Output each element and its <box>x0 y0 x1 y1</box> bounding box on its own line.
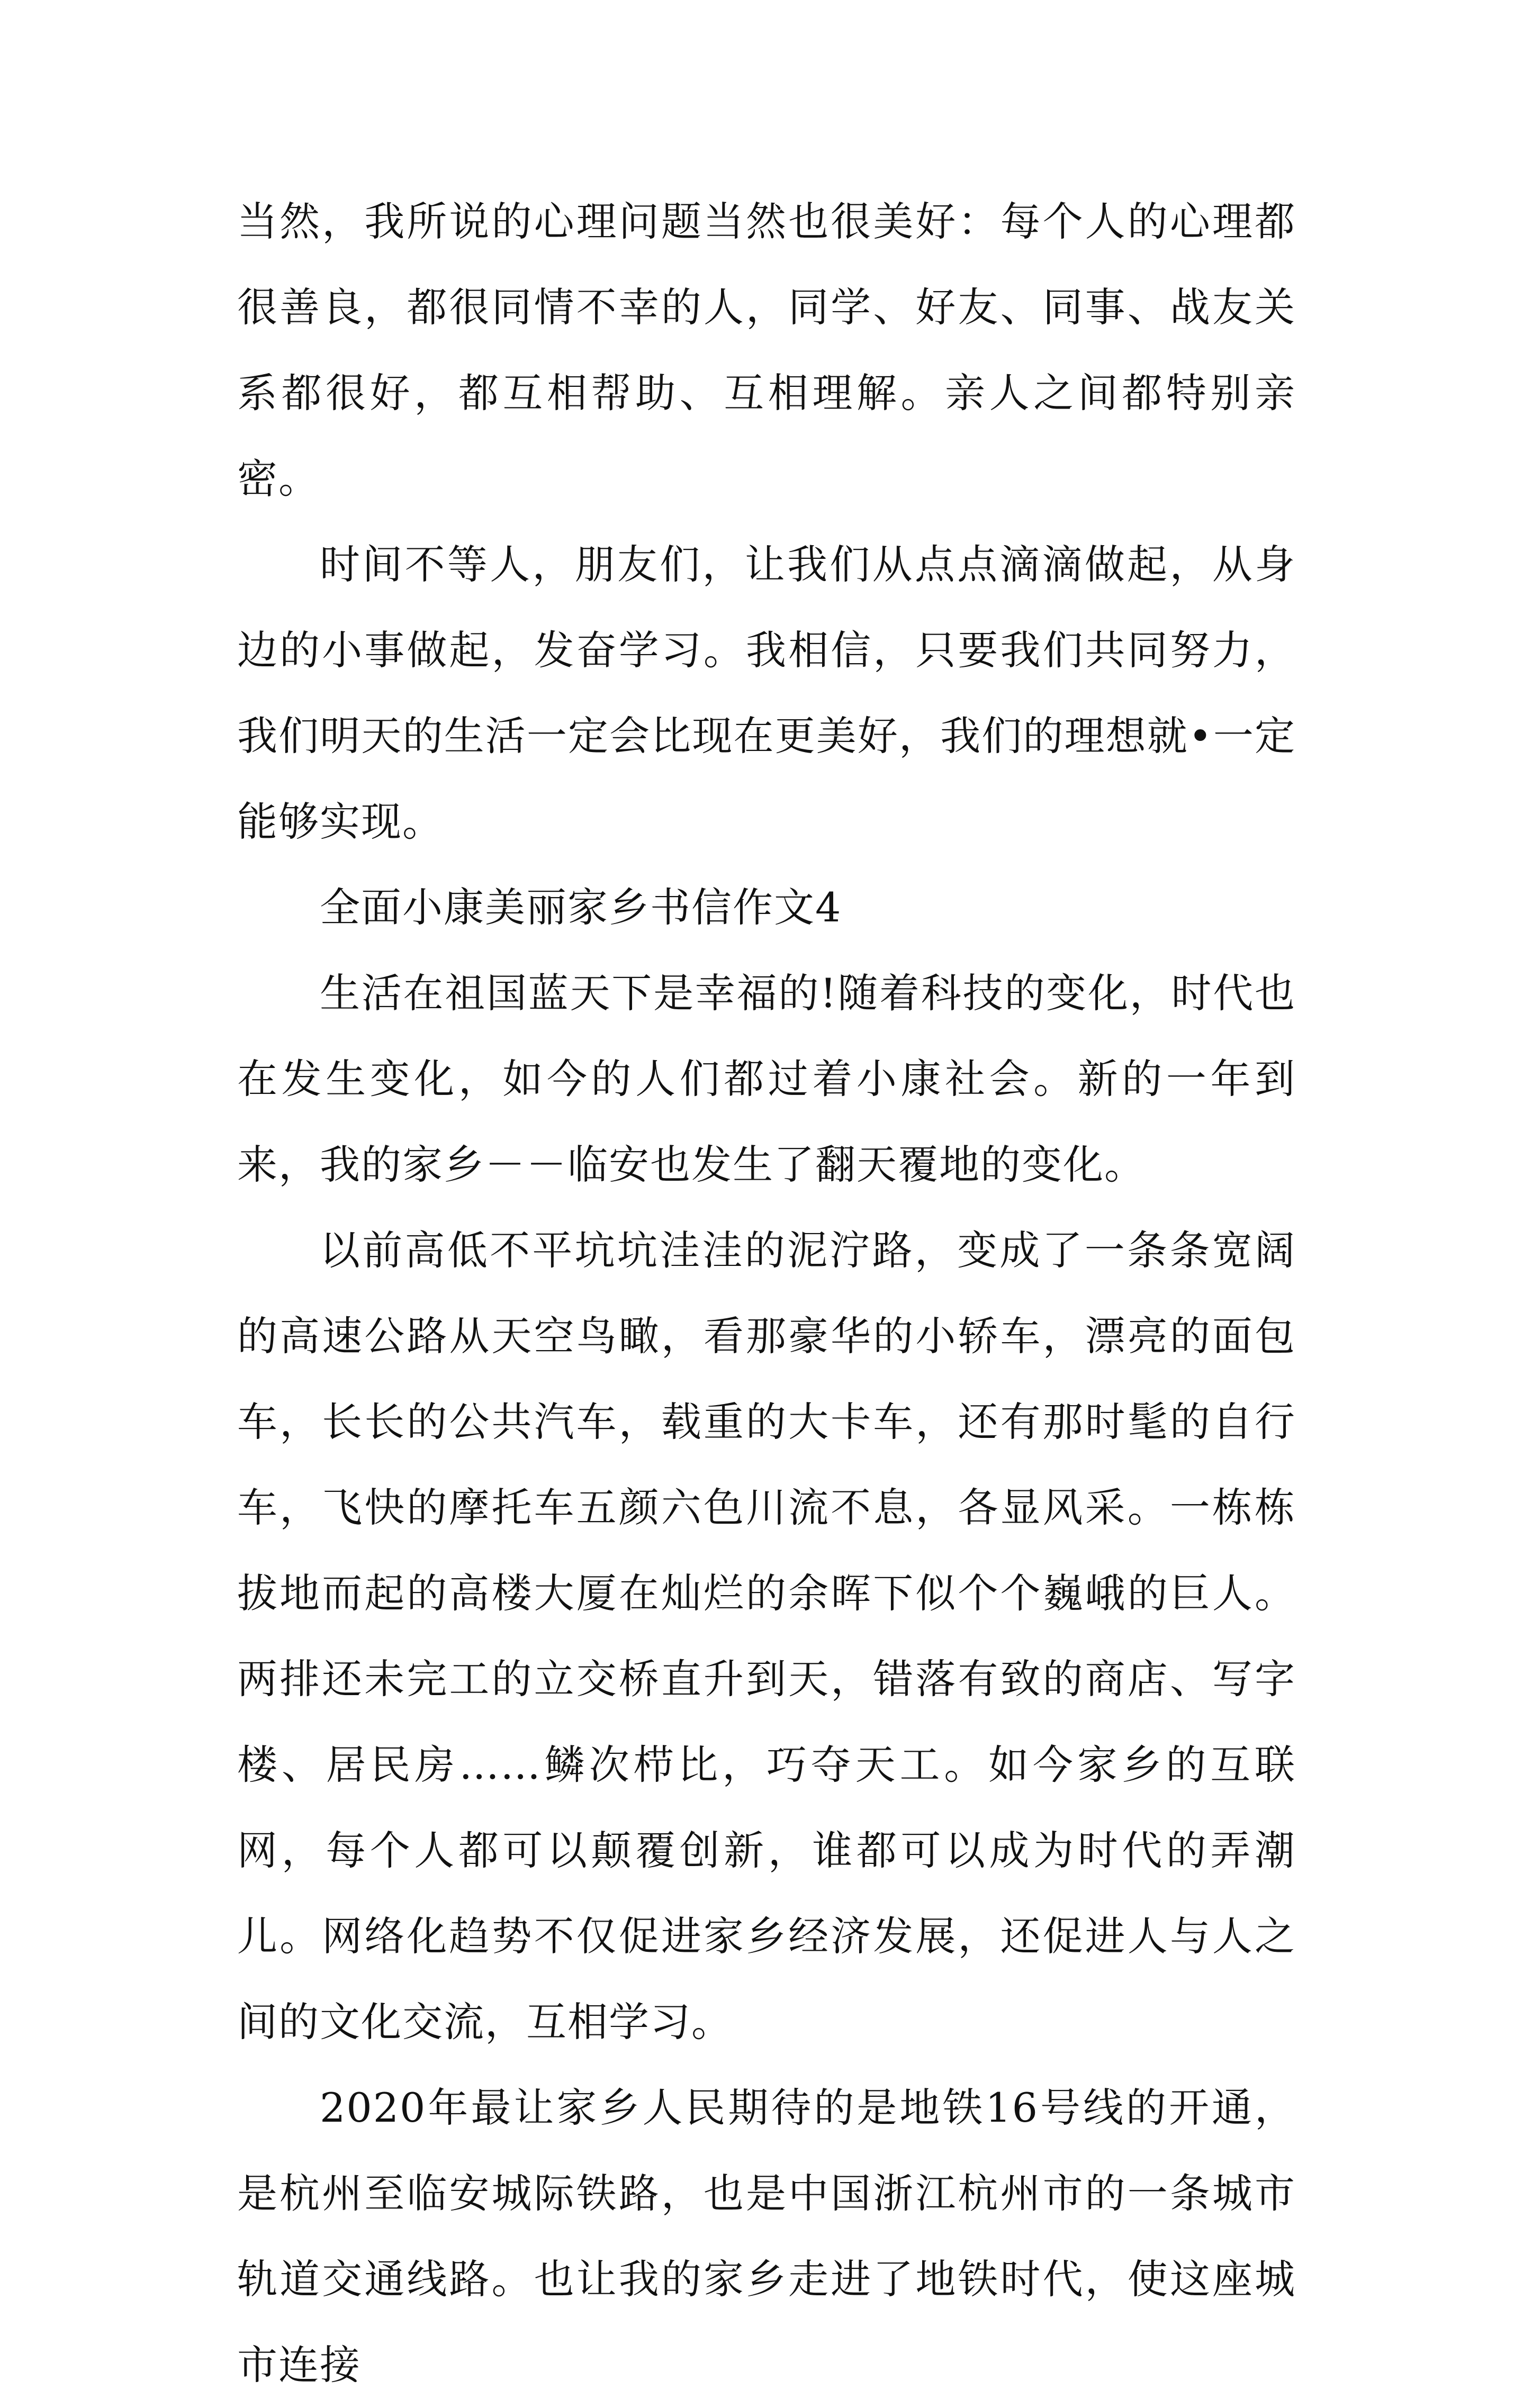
section-title: 全面小康美丽家乡书信作文4 <box>320 884 842 931</box>
paragraph: 2020年最让家乡人民期待的是地铁16号线的开通，是杭州至临安城际铁路，也是中国浙江杭州市的一条城市轨道交通线路。也让我的家乡走进了地铁时代，使这座城市连接 <box>237 2084 1296 2388</box>
paragraph: 生活在祖国蓝天下是幸福的!随着科技的变化，时代也在发生变化，如今的人们都过着小康社会。新的一年到来，我的家乡－－临安也发生了翻天覆地的变化。 <box>237 970 1296 1188</box>
document-body <box>237 179 1296 2408</box>
paragraph: 当然，我所说的心理问题当然也很美好：每个人的心理都很善良，都很同情不幸的人，同学、好友、同事、战友关系都很好，都互相帮助、互相理解。亲人之间都特别亲密。 <box>237 198 1296 502</box>
paragraph: 以前高低不平坑坑洼洼的泥泞路，变成了一条条宽阔的高速公路从天空鸟瞰，看那豪华的小轿车，漂亮的面包车，长长的公共汽车，载重的大卡车，还有那时髦的自行车，飞快的摩托车五颜六色川流不息，各显风采。一栋栋拔地而起的高楼大厦在灿烂的余晖下似个个巍峨的巨人。两排还未完工的立交桥直升到天，错落有致的商店、写字楼、居民房……鳞次栉比，巧夺天工。如今家乡的互联网，每个人都可以颠覆创新，谁都可以成为时代的弄潮儿。网络化趋势不仅促进家乡经济发展，还促进人与人之间的文化交流，互相学习。 <box>237 1227 1296 2045</box>
paragraph: 时间不等人，朋友们，让我们从点点滴滴做起，从身边的小事做起，发奋学习。我相信，只要我们共同努力，我们明天的生活一定会比现在更美好，我们的理想就•一定能够实现。 <box>237 541 1296 845</box>
